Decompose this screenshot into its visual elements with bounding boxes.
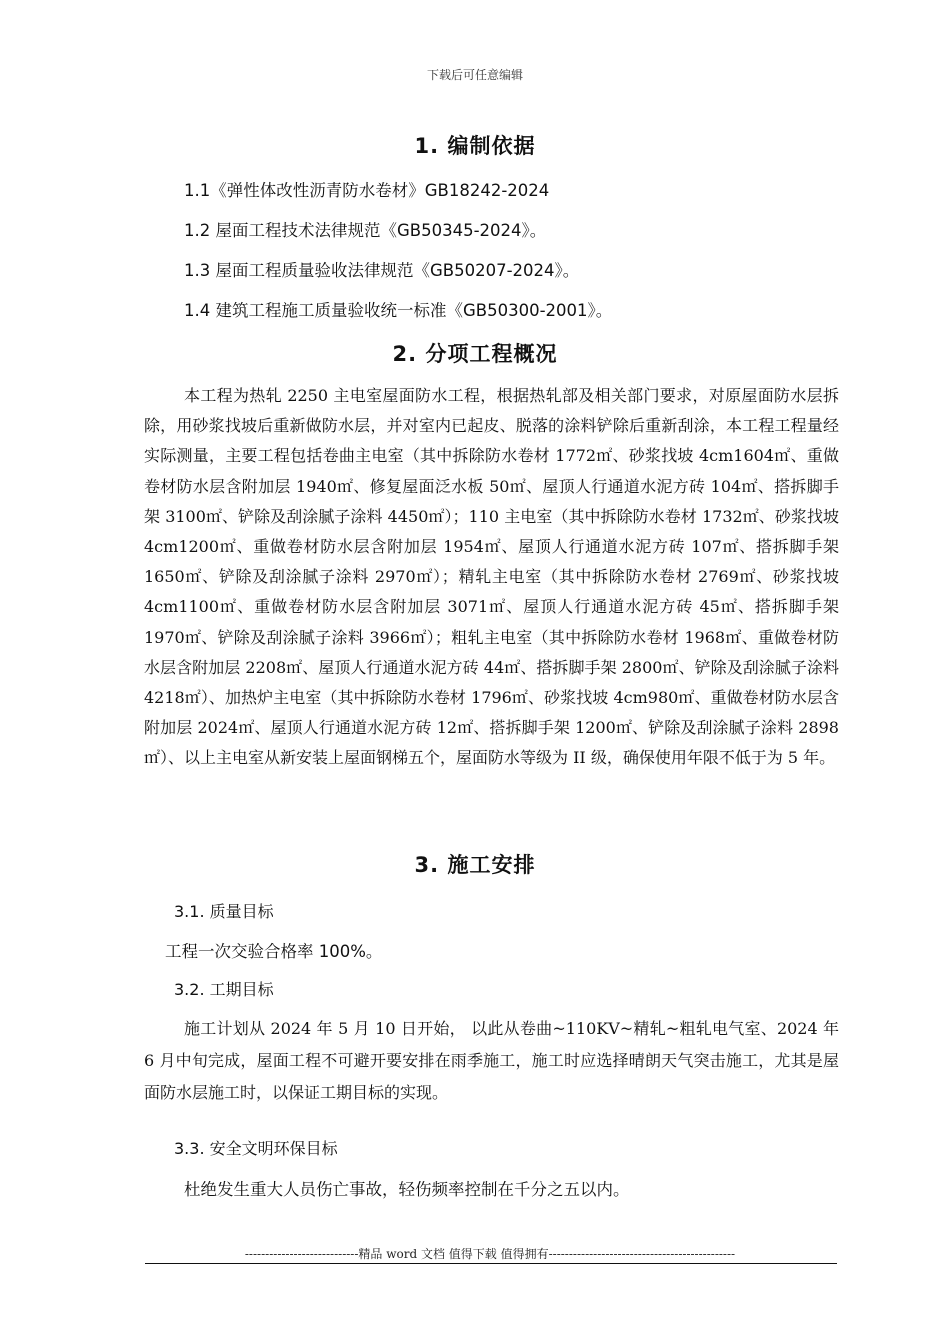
reference-item-2: 1.2 屋面工程技术法律规范《GB50345-2024》。 <box>184 221 547 240</box>
section-2-heading: 2. 分项工程概况 <box>392 342 558 366</box>
footer-text: ----------------------------精品 word 文档 值得下载 值得拥有---------------------------------------------- <box>244 1247 736 1261</box>
subsection-3-1-title: 3.1. 质量目标 <box>174 902 274 921</box>
subsection-3-2-title: 3.2. 工期目标 <box>174 980 274 999</box>
subsection-3-2-text: 施工计划从 2024 年 5 月 10 日开始， 以此从卷曲~110KV~精轧~粗轧电气室、2024 年 6 月中旬完成，屋面工程不可避开要安排在雨季施工，施工时应选择晴朗天气突击施工，尤其是屋面防水层施工时，以保证工期目标的实现。 <box>144 1019 839 1102</box>
header-note: 下载后可任意编辑 <box>426 68 523 82</box>
reference-item-3: 1.3 屋面工程质量验收法律规范《GB50207-2024》。 <box>184 261 580 280</box>
reference-item-4: 1.4 建筑工程施工质量验收统一标准《GB50300-2001》。 <box>184 301 613 320</box>
reference-item-1: 1.1《弹性体改性沥青防水卷材》GB18242-2024 <box>184 181 550 200</box>
subsection-3-3-title: 3.3. 安全文明环保目标 <box>174 1139 338 1158</box>
section-1-heading: 1. 编制依据 <box>414 134 536 158</box>
subsection-3-3-text: 杜绝发生重大人员伤亡事故，轻伤频率控制在千分之五以内。 <box>184 1180 630 1199</box>
footer-divider <box>145 1263 837 1264</box>
subsection-3-1-text: 工程一次交验合格率 100%。 <box>165 942 383 961</box>
section-3-heading: 3. 施工安排 <box>414 853 536 877</box>
project-overview-paragraph: 本工程为热轧 2250 主电室屋面防水工程，根据热轧部及相关部门要求，对原屋面防水层拆除，用砂浆找坡后重新做防水层，并对室内已起皮、脱落的涂料铲除后重新刮涂，本工程工程量经实际测量，主要工程包括卷曲主电室（其中拆除防水卷材 1772㎡、砂浆找坡 4cm1604㎡、重做卷材防水层含附加层 1940㎡、修复屋面泛水板 50㎡、屋顶人行通道水泥方砖 104㎡、搭拆脚手架 3100㎡、铲除及刮涂腻子涂料 4450㎡）；110 主电室（其中拆除防水卷材 1732㎡、砂浆找坡 4cm1200㎡、重做卷材防水层含附加层 1954㎡、屋顶人行通道水泥方砖 107㎡、搭拆脚手架 1650㎡、铲除及刮涂腻子涂料 2970㎡）；精轧主电室（其中拆除防水卷材 2769㎡、砂浆找坡 4cm1100㎡、重做卷材防水层含附加层 3071㎡、屋顶人行通道水泥方砖 45㎡、搭拆脚手架 1970㎡、铲除及刮涂腻子涂料 3966㎡）；粗轧主电室（其中拆除防水卷材 1968㎡、重做卷材防水层含附加层 2208㎡、屋顶人行通道水泥方砖 44㎡、搭拆脚手架 2800㎡、铲除及刮涂腻子涂料 4218㎡）、加热炉主电室（其中拆除防水卷材 1796㎡、砂浆找坡 4cm980㎡、重做卷材防水层含附加层 2024㎡、屋顶人行通道水泥方砖 12㎡、搭拆脚手架 1200㎡、铲除及刮涂腻子涂料 2898㎡）、以上主电室从新安装上屋面钢梯五个，屋面防水等级为 II 级，确保使用年限不低于为 5 年。 <box>144 386 839 768</box>
